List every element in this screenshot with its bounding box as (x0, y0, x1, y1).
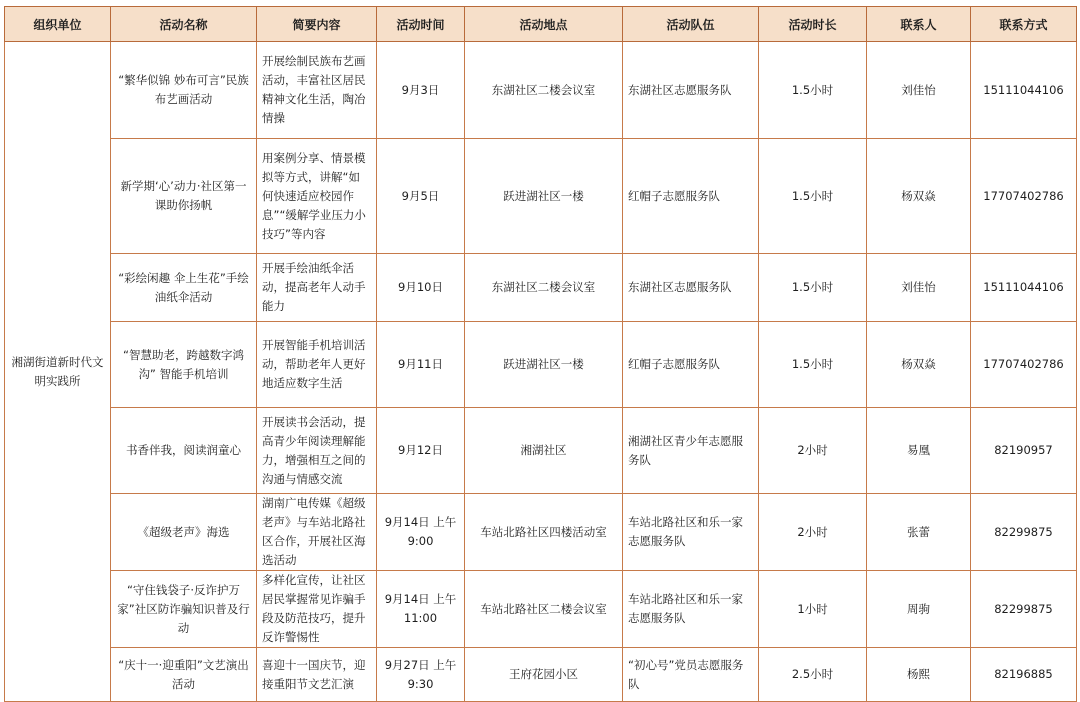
activity-place: 跃进湖社区一楼 (465, 139, 623, 254)
activity-place: 东湖社区二楼会议室 (465, 42, 623, 139)
activity-time: 9月3日 (377, 42, 465, 139)
activity-contact: 周驹 (867, 571, 971, 648)
activity-team: 车站北路社区和乐一家志愿服务队 (623, 494, 759, 571)
activity-time: 9月5日 (377, 139, 465, 254)
activity-contact: 易凰 (867, 408, 971, 494)
activity-place: 湘湖社区 (465, 408, 623, 494)
activity-contact: 杨双焱 (867, 322, 971, 408)
activity-content: 开展绘制民族布艺画活动，丰富社区居民精神文化生活，陶冶情操 (257, 42, 377, 139)
activity-team: 红帽子志愿服务队 (623, 322, 759, 408)
activity-team: 东湖社区志愿服务队 (623, 254, 759, 322)
table-body (5, 42, 1077, 702)
header-phone: 联系方式 (971, 7, 1077, 42)
activity-content: 喜迎十一国庆节，迎接重阳节文艺汇演 (257, 648, 377, 702)
table-row (5, 571, 1077, 648)
activity-team: “初心号”党员志愿服务队 (623, 648, 759, 702)
activity-name: “彩绘闲趣 伞上生花”手绘油纸伞活动 (111, 254, 257, 322)
activity-name: “智慧助老，跨越数字鸿沟” 智能手机培训 (111, 322, 257, 408)
activity-name: “繁华似锦 妙布可言”民族布艺画活动 (111, 42, 257, 139)
activity-time: 9月11日 (377, 322, 465, 408)
activity-phone: 82299875 (971, 494, 1077, 571)
activity-name: “守住钱袋子·反诈护万家”社区防诈骗知识普及行动 (111, 571, 257, 648)
activity-time: 9月27日 上午9:30 (377, 648, 465, 702)
activity-content: 多样化宣传，让社区居民掌握常见诈骗手段及防范技巧，提升反诈警惕性 (257, 571, 377, 648)
activity-contact: 刘佳怡 (867, 42, 971, 139)
activity-duration: 1.5小时 (759, 322, 867, 408)
activity-place: 王府花园小区 (465, 648, 623, 702)
header-content: 简要内容 (257, 7, 377, 42)
header-place: 活动地点 (465, 7, 623, 42)
activity-phone: 15111044106 (971, 42, 1077, 139)
table-row (5, 648, 1077, 702)
activity-phone: 82299875 (971, 571, 1077, 648)
activity-time: 9月14日 上午11:00 (377, 571, 465, 648)
header-contact: 联系人 (867, 7, 971, 42)
activity-place: 东湖社区二楼会议室 (465, 254, 623, 322)
activity-table (4, 6, 1077, 702)
activity-duration: 2.5小时 (759, 648, 867, 702)
activity-content: 开展读书会活动，提高青少年阅读理解能力，增强相互之间的沟通与情感交流 (257, 408, 377, 494)
activity-duration: 1.5小时 (759, 42, 867, 139)
activity-phone: 17707402786 (971, 322, 1077, 408)
table-row (5, 408, 1077, 494)
table-row (5, 322, 1077, 408)
activity-phone: 17707402786 (971, 139, 1077, 254)
organization-cell: 湘湖街道新时代文明实践所 (5, 42, 111, 702)
activity-duration: 1小时 (759, 571, 867, 648)
activity-time: 9月14日 上午9:00 (377, 494, 465, 571)
table-row (5, 42, 1077, 139)
activity-contact: 刘佳怡 (867, 254, 971, 322)
table-row (5, 494, 1077, 571)
activity-name: 书香伴我，阅读润童心 (111, 408, 257, 494)
activity-phone: 82196885 (971, 648, 1077, 702)
activity-contact: 杨双焱 (867, 139, 971, 254)
activity-duration: 2小时 (759, 494, 867, 571)
activity-duration: 2小时 (759, 408, 867, 494)
activity-name: 新学期‘心’动力·社区第一课助你扬帆 (111, 139, 257, 254)
activity-place: 跃进湖社区一楼 (465, 322, 623, 408)
activity-team: 湘湖社区青少年志愿服务队 (623, 408, 759, 494)
table-row (5, 254, 1077, 322)
activity-content: 开展智能手机培训活动，帮助老年人更好地适应数字生活 (257, 322, 377, 408)
activity-team: 红帽子志愿服务队 (623, 139, 759, 254)
table-row (5, 139, 1077, 254)
activity-duration: 1.5小时 (759, 254, 867, 322)
header-team: 活动队伍 (623, 7, 759, 42)
activity-team: 东湖社区志愿服务队 (623, 42, 759, 139)
header-row (5, 7, 1077, 42)
activity-place: 车站北路社区四楼活动室 (465, 494, 623, 571)
activity-time: 9月12日 (377, 408, 465, 494)
activity-name: “庆十一·迎重阳”文艺演出活动 (111, 648, 257, 702)
activity-content: 开展手绘油纸伞活动，提高老年人动手能力 (257, 254, 377, 322)
activity-contact: 杨熙 (867, 648, 971, 702)
header-duration: 活动时长 (759, 7, 867, 42)
header-name: 活动名称 (111, 7, 257, 42)
activity-time: 9月10日 (377, 254, 465, 322)
activity-place: 车站北路社区二楼会议室 (465, 571, 623, 648)
activity-contact: 张蕾 (867, 494, 971, 571)
header-time: 活动时间 (377, 7, 465, 42)
activity-phone: 82190957 (971, 408, 1077, 494)
activity-duration: 1.5小时 (759, 139, 867, 254)
activity-content: 湖南广电传媒《超级老声》与车站北路社区合作，开展社区海选活动 (257, 494, 377, 571)
activity-name: 《超级老声》海选 (111, 494, 257, 571)
activity-content: 用案例分享、情景模拟等方式，讲解“如何快速适应校园作息”“缓解学业压力小技巧”等内容 (257, 139, 377, 254)
activity-phone: 15111044106 (971, 254, 1077, 322)
header-org: 组织单位 (5, 7, 111, 42)
activity-team: 车站北路社区和乐一家志愿服务队 (623, 571, 759, 648)
